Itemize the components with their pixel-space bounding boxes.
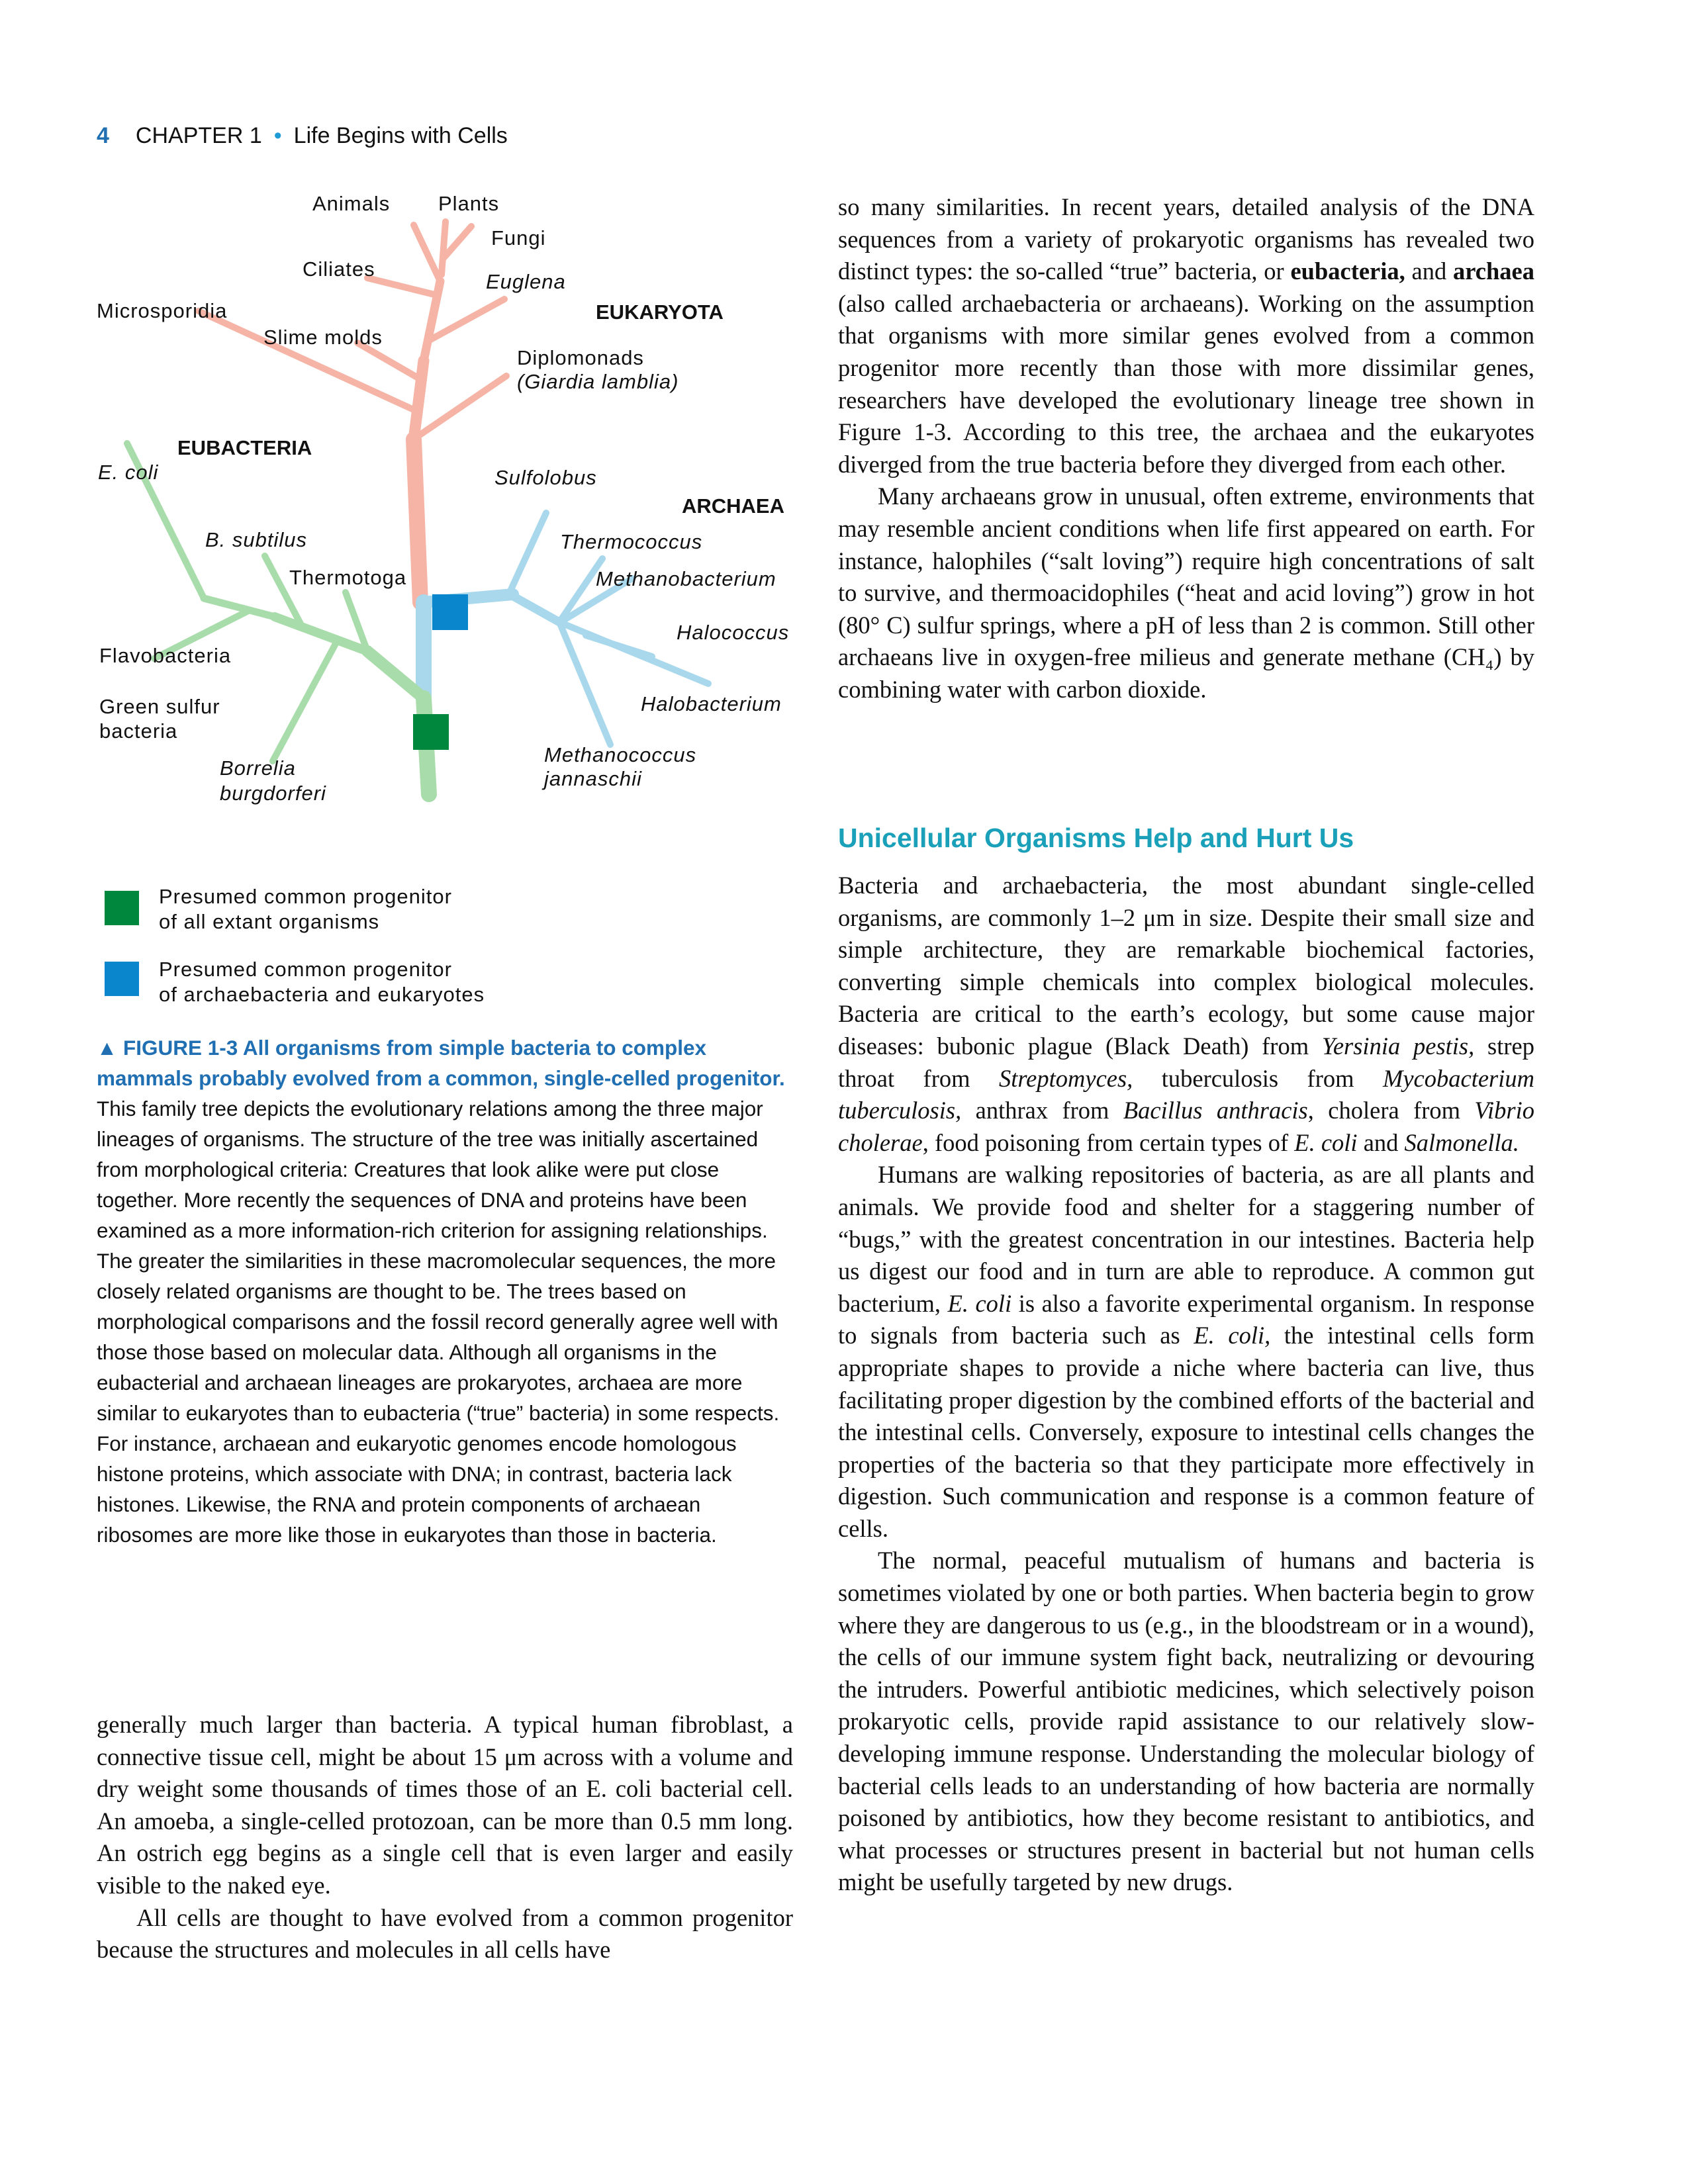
p4-text-a: Humans are walking repositories of bacteria, as are all plants and animals. We provide food and shelter for a staggering number of “bugs,” with the greatest concentration in our intestines. Bacteria help us digest our food and in turn are able to reproduce. A common gut bacterium, — [838, 1161, 1534, 1317]
label-euglena: Euglena — [486, 270, 566, 293]
term-eubacteria: eubacteria, — [1290, 257, 1405, 285]
legend-item-1 — [159, 884, 452, 934]
label-animals: Animals — [312, 192, 391, 215]
branch-diplomonads — [417, 376, 506, 437]
p3-yersinia: Yersinia pestis, — [1321, 1032, 1475, 1060]
legend-item-2-line2: of archaebacteria and eukaryotes — [159, 983, 485, 1006]
legend-blue-swatch — [105, 962, 139, 996]
label-green-sulfur-line1: Green sulfur — [99, 695, 220, 718]
branch-sulfolobus — [510, 513, 546, 592]
right-paragraph-3 — [838, 870, 1534, 1159]
right-paragraph-4 — [838, 1159, 1534, 1545]
right-column-bottom — [838, 870, 1534, 1899]
label-plants: Plants — [438, 192, 500, 215]
right-column-top — [838, 191, 1534, 706]
arch-stem-2 — [510, 594, 559, 622]
p4-text-e: the intestinal cells form appropriate shapes to provide a niche where bacteria can live, thus facilitating proper digestion by the combined efforts of the bacterial and the intestinal cells. Conversely, exposure to intestinal cells changes the properties of the bacteria so that they participate more effectively in digestion. Such communication and response is a common feature of cells. — [838, 1322, 1535, 1542]
running-header — [97, 123, 508, 156]
euk-trunk — [414, 439, 420, 602]
label-methanobacterium: Methanobacterium — [596, 567, 776, 590]
p3-text-i: , cholera from — [1307, 1097, 1475, 1124]
caption-heading: FIGURE 1-3 All organisms from simple bacteria to complex mammals probably evolved from a common, single-celled progenitor. — [97, 1036, 785, 1090]
group-eubacteria: EUBACTERIA — [177, 436, 312, 459]
branch-animals — [414, 225, 440, 281]
p4-e-coli-2: E. coli, — [1194, 1322, 1271, 1349]
group-eukaryota: EUKARYOTA — [596, 300, 724, 324]
left-column — [97, 1709, 793, 1966]
archaea-eukaryote-progenitor-marker — [432, 594, 468, 630]
label-e-coli: E. coli — [98, 461, 159, 484]
p3-mycobacterium: Mycobacterium tuberculosis, — [838, 1064, 1534, 1124]
p3-text-e: tuberculosis from — [1133, 1064, 1383, 1092]
p1-text-a: so many similarities. In recent years, detailed analysis of the DNA sequences from a variety of prokaryotic organisms has revealed two distinct types: the so-called “true” bacteria, or — [838, 193, 1534, 285]
label-thermococcus: Thermococcus — [560, 530, 703, 553]
common-progenitor-marker — [413, 714, 449, 750]
bact-stem — [367, 651, 424, 698]
caption-marker: ▲ — [97, 1036, 118, 1060]
branch-ciliates — [367, 278, 437, 295]
right-paragraph-2: Many archaeans grow in unusual, often extreme, environments that may resemble ancient conditions when life first appeared on earth. For instance, halophiles (“salt loving”) require high concentrations of salt to survive, and thermoacidophiles (“heat and acid loving”) grow in hot (80° C) sulfur springs, where a pH of less than 2 is common. Still other archaeans live in oxygen-free milieus and generate methane (CH₄) by combining water with carbon dioxide. — [838, 482, 1534, 703]
label-sulfolobus: Sulfolobus — [494, 466, 597, 489]
p4-text-c: is also a favorite experimental organism. In response to signals from bacteria such as — [838, 1289, 1534, 1349]
term-archaea: archaea — [1453, 257, 1534, 285]
label-b-subtilus: B. subtilus — [205, 528, 308, 551]
label-flavobacteria: Flavobacteria — [99, 644, 232, 667]
p3-text-c: strep throat from — [838, 1032, 1534, 1092]
page-number: 4 — [97, 123, 109, 148]
p1-text-e: (also called archaebacteria or archaeans). Working on the assumption that organisms with more similar genes evolved from a common progenitor more recently than those with more dissimilar genes, researchers have developed the evolutionary lineage tree shown in Figure 1-3. According to this tree, the archaea and the eukaryotes diverged from the true bacteria before they diverged from each other. — [838, 289, 1534, 478]
p3-streptomyces: Streptomyces, — [998, 1064, 1133, 1092]
p3-bacillus: Bacillus anthracis — [1123, 1097, 1308, 1124]
left-paragraph-2: All cells are thought to have evolved from a common progenitor because the structures and molecules in all cells have — [97, 1903, 793, 1964]
label-green-sulfur-line2: bacteria — [99, 719, 178, 743]
label-fungi: Fungi — [491, 226, 546, 250]
branch-borrelia — [273, 640, 338, 761]
p3-text-a: Bacteria and archaebacteria, the most abundant single-celled organisms, are commonly 1–2 μm in size. Despite their small size and simple architecture, they are remarkable biochemical factories, converting simple chemicals into complex biological molecules. Bacteria are critical to the earth’s ecology, but some cause major diseases: bubonic plague (Black Death) from — [838, 872, 1534, 1060]
p3-text-m: and — [1357, 1128, 1405, 1156]
branch-euglena — [428, 299, 504, 341]
label-halococcus: Halococcus — [677, 621, 790, 644]
right-paragraph-1 — [838, 191, 1534, 480]
legend-green-swatch — [105, 891, 139, 925]
p3-vibrio: Vibrio cholerae — [838, 1097, 1534, 1156]
legend-item-2-line1: Presumed common progenitor — [159, 958, 452, 981]
label-ciliates: Ciliates — [303, 257, 375, 281]
legend-item-2 — [159, 957, 485, 1007]
chapter-title: Life Begins with Cells — [293, 123, 508, 148]
header-separator: • — [273, 123, 282, 148]
label-thermotoga: Thermotoga — [289, 566, 407, 589]
left-paragraph-1: generally much larger than bacteria. A typical human fibroblast, a connective tissue cell, might be about 15 μm across with a volume and dry weight some thousands of times those of an E. coli bacterial cell. An amoeba, a single-celled protozoan, can be more than 0.5 mm long. An ostrich egg begins as a single cell that is even larger and easily visible to the naked eye. — [97, 1711, 793, 1899]
right-paragraph-5: The normal, peaceful mutualism of humans and bacteria is sometimes violated by one or both parties. When bacteria begin to grow where they are dangerous to us (e.g., in the bloodstream or in a wound), the cells of our immune system fight back, neutralizing or devouring the intruders. Powerful antibiotic medicines, which selectively poison prokaryotic cells, provide rapid assistance to our relatively slow-developing immune response. Understanding the molecular biology of bacterial cells leads to an understanding of how bacteria are normally poisoned by antibiotics, how they become resistant to antibiotics, and what processes or structures present in bacterial but not human cells might be usefully targeted by new drugs. — [838, 1547, 1534, 1896]
label-halobacterium: Halobacterium — [641, 692, 782, 715]
section-heading: Unicellular Organisms Help and Hurt Us — [838, 823, 1354, 853]
p1-text-c: and — [1405, 257, 1453, 285]
label-microsporidia: Microsporidia — [97, 299, 228, 322]
label-diplomonads: Diplomonads — [517, 346, 644, 369]
p3-salmonella: Salmonella. — [1404, 1128, 1519, 1156]
legend-item-1-line2: of all extant organisms — [159, 910, 380, 933]
caption-body: This family tree depicts the evolutionary relations among the three major lineages of organisms. The structure of the tree was initially ascertained from morphological criteria: Creatures that look alike were put close together. More recently the sequences of DNA and proteins have been examined as a more information-rich criterion for assigning relationships. The greater the similarities in these macromolecular sequences, the more closely related organisms are thought to be. The trees based on morphological comparisons and the fossil record generally agree well with those those based on molecular data. Although all organisms in the eubacterial and archaean lineages are prokaryotes, archaea are more similar to eukaryotes than to eubacteria (“true” bacteria) in some respects. For instance, archaean and eukaryotic genomes encode homologous histone proteins, which associate with DNA; in contrast, bacteria lack histones. Likewise, the RNA and protein components of archaean ribosomes are more like those in eukaryotes than those in bacteria. — [97, 1097, 780, 1547]
figure-caption — [97, 1032, 792, 1550]
chapter-label: CHAPTER 1 — [135, 123, 262, 148]
p3-text-g: anthrax from — [961, 1097, 1123, 1124]
p4-e-coli-1: E. coli — [947, 1289, 1012, 1317]
label-borrelia-line1: Borrelia — [220, 756, 296, 780]
p3-e-coli: E. coli — [1294, 1128, 1358, 1156]
label-giardia: (Giardia lamblia) — [517, 370, 679, 393]
legend-item-1-line1: Presumed common progenitor — [159, 885, 452, 908]
label-methanococcus-line2: jannaschii — [544, 767, 642, 790]
group-archaea: ARCHAEA — [682, 494, 784, 518]
label-borrelia-line2: burgdorferi — [220, 782, 326, 805]
label-slime-molds: Slime molds — [263, 326, 383, 349]
p3-text-k: , food poisoning from certain types of — [922, 1128, 1295, 1156]
label-methanococcus-line1: Methanococcus — [544, 743, 697, 766]
branch-plants — [442, 222, 445, 275]
